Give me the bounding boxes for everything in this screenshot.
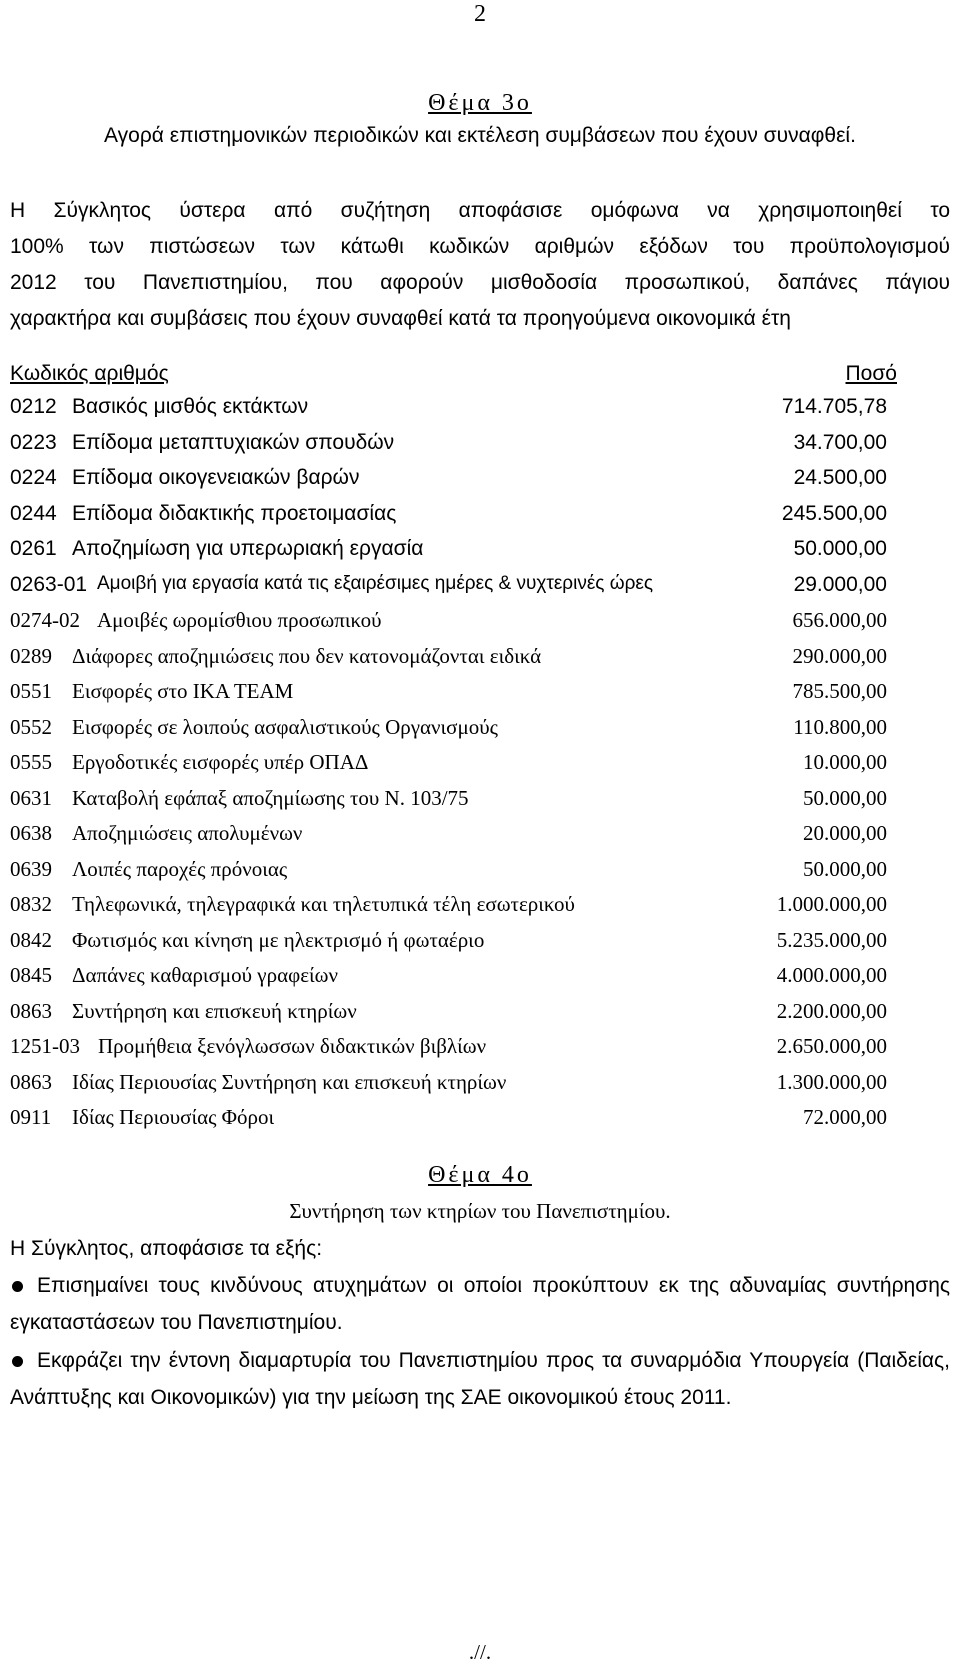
row-amount: 24.500,00 xyxy=(793,466,887,489)
row-description: Εργοδοτικές εισφορές υπέρ ΟΠΑΔ xyxy=(72,750,369,774)
amount-column-header: Ποσό xyxy=(845,362,897,385)
intro-line: χαρακτήρα και συμβάσεις που έχουν συναφθεί κατά τα προηγούμενα οικονομικά έτη xyxy=(10,307,791,330)
table-row xyxy=(10,963,950,995)
row-amount: 29.000,00 xyxy=(793,572,887,596)
row-amount: 1.300.000,00 xyxy=(776,1069,887,1094)
table-row xyxy=(10,1034,950,1066)
table-row xyxy=(10,466,950,498)
table-row xyxy=(10,1105,950,1137)
code-column-header: Κωδικός αριθμός xyxy=(10,362,169,385)
row-code: 0263-01 xyxy=(10,572,88,596)
row-code: 0863 xyxy=(10,998,52,1023)
bullet-item xyxy=(10,1342,950,1416)
theme3-title: Θέμα 3ο xyxy=(428,90,532,116)
row-code: 0845 xyxy=(10,963,52,987)
row-amount: 50.000,00 xyxy=(803,785,887,810)
row-description: Αποζημιώσεις απολυμένων xyxy=(72,821,303,845)
row-amount: 785.500,00 xyxy=(792,679,887,703)
row-code: 0212 xyxy=(10,395,57,418)
page-number: 2 xyxy=(474,1,486,27)
row-amount: 2.200.000,00 xyxy=(776,998,887,1023)
theme4-intro: Η Σύγκλητος, αποφάσισε τα εξής: xyxy=(10,1237,323,1260)
row-description: Καταβολή εφάπαξ αποζημίωσης του Ν. 103/75 xyxy=(72,785,469,810)
end-mark: .//. xyxy=(468,1640,492,1664)
row-description: Φωτισμός και κίνηση με ηλεκτρισμό ή φωταέριο xyxy=(72,927,485,952)
theme4-title: Θέμα 4ο xyxy=(428,1162,532,1188)
row-code: 0911 xyxy=(10,1105,52,1129)
row-amount: 2.650.000,00 xyxy=(776,1034,887,1058)
row-description: Προμήθεια ξενόγλωσσων διδακτικών βιβλίων xyxy=(98,1034,487,1058)
table-row xyxy=(10,715,950,747)
intro-line: Η Σύγκλητος ύστερα από συζήτηση αποφάσισε ομόφωνα να χρησιμοποιηθεί το xyxy=(10,199,950,222)
row-description: Αμοιβές ωρομίσθιου προσωπικού xyxy=(97,608,382,632)
row-description: Διάφορες αποζημιώσεις που δεν κατονομάζονται ειδικά xyxy=(72,643,542,668)
row-description: Λοιπές παροχές πρόνοιας xyxy=(72,856,288,881)
table-row xyxy=(10,1070,950,1102)
row-description: Εισφορές στο ΙΚΑ ΤΕΑΜ xyxy=(72,679,294,703)
table-row xyxy=(10,395,950,427)
row-amount: 4.000.000,00 xyxy=(776,963,887,987)
row-code: 0638 xyxy=(10,821,52,845)
row-description: Επίδομα οικογενειακών βαρών xyxy=(72,466,360,489)
row-code: 1251-03 xyxy=(10,1034,80,1058)
row-code: 0551 xyxy=(10,679,52,703)
intro-line: 2012 του Πανεπιστημίου, που αφορούν μισθοδοσία προσωπικού, δαπάνες πάγιου xyxy=(10,271,950,294)
row-amount: 714.705,78 xyxy=(781,395,887,418)
table-row xyxy=(10,928,950,960)
row-code: 0244 xyxy=(10,501,57,525)
table-row xyxy=(10,537,950,569)
row-code: 0289 xyxy=(10,643,52,668)
row-code: 0639 xyxy=(10,856,52,881)
row-amount: 10.000,00 xyxy=(803,750,887,774)
row-amount: 20.000,00 xyxy=(803,821,887,845)
row-description: Δαπάνες καθαρισμού γραφείων xyxy=(72,963,338,987)
row-description: Επίδομα διδακτικής προετοιμασίας xyxy=(72,501,397,525)
row-code: 0261 xyxy=(10,537,57,560)
row-amount: 50.000,00 xyxy=(793,537,887,560)
row-amount: 72.000,00 xyxy=(803,1105,887,1129)
row-code: 0552 xyxy=(10,714,52,739)
row-amount: 5.235.000,00 xyxy=(776,927,887,952)
theme4-subtitle: Συντήρηση των κτηρίων του Πανεπιστημίου. xyxy=(289,1199,671,1223)
bullet-item xyxy=(10,1267,950,1341)
row-description: Τηλεφωνικά, τηλεγραφικά και τηλετυπικά τέλη εσωτερικού xyxy=(72,892,575,916)
row-description: Βασικός μισθός εκτάκτων xyxy=(72,395,309,418)
bullet-icon xyxy=(12,1281,23,1292)
row-amount: 50.000,00 xyxy=(803,856,887,881)
row-code: 0274-02 xyxy=(10,608,80,632)
row-code: 0223 xyxy=(10,430,57,454)
table-row xyxy=(10,431,950,463)
row-amount: 245.500,00 xyxy=(781,501,887,525)
row-description: Συντήρηση και επισκευή κτηρίων xyxy=(72,998,357,1023)
row-description: Αμοιβή για εργασία κατά τις εξαιρέσιμες ημέρες & νυχτερινές ώρες xyxy=(97,572,654,594)
table-row xyxy=(10,786,950,818)
table-row xyxy=(10,608,950,640)
theme3-intro xyxy=(10,193,950,337)
table-row xyxy=(10,821,950,853)
bullet-text: Επισημαίνει τους κινδύνους ατυχημάτων οι οποίοι προκύπτουν εκ της αδυναμίας συντήρησης εγκαταστάσεων του Πανεπιστημίου. xyxy=(10,1274,950,1334)
theme3-subtitle: Αγορά επιστημονικών περιοδικών και εκτέλεση συμβάσεων που έχουν συναφθεί. xyxy=(104,124,856,147)
row-amount: 656.000,00 xyxy=(792,608,887,632)
table-row xyxy=(10,857,950,889)
row-code: 0224 xyxy=(10,466,57,489)
table-row xyxy=(10,573,950,605)
row-description: Εισφορές σε λοιπούς ασφαλιστικούς Οργανισμούς xyxy=(72,714,498,739)
row-description: Επίδομα μεταπτυχιακών σπουδών xyxy=(72,430,395,454)
bullet-icon xyxy=(12,1356,23,1367)
row-code: 0863 xyxy=(10,1069,52,1094)
row-amount: 110.800,00 xyxy=(793,714,887,739)
row-description: Ιδίας Περιουσίας Φόροι xyxy=(72,1105,275,1129)
row-description: Ιδίας Περιουσίας Συντήρηση και επισκευή κτηρίων xyxy=(72,1069,507,1094)
row-amount: 34.700,00 xyxy=(793,430,887,454)
table-row xyxy=(10,679,950,711)
row-amount: 1.000.000,00 xyxy=(776,892,887,916)
table-row xyxy=(10,644,950,676)
row-code: 0631 xyxy=(10,785,52,810)
row-description: Αποζημίωση για υπερωριακή εργασία xyxy=(72,537,424,560)
row-code: 0832 xyxy=(10,892,52,916)
intro-line: 100% των πιστώσεων των κάτωθι κωδικών αριθμών εξόδων του προϋπολογισμού xyxy=(10,235,950,258)
table-row xyxy=(10,502,950,534)
row-amount: 290.000,00 xyxy=(792,643,887,668)
bullet-text: Εκφράζει την έντονη διαμαρτυρία του Πανεπιστημίου προς τα συναρμόδια Υπουργεία (Παιδείας, Ανάπτυξης και Οικονομικών) για την μείωση της ΣΑΕ οικονομικού έτους 2011. xyxy=(10,1349,950,1409)
table-row xyxy=(10,999,950,1031)
table-row xyxy=(10,892,950,924)
row-code: 0555 xyxy=(10,750,52,774)
table-row xyxy=(10,750,950,782)
row-code: 0842 xyxy=(10,927,52,952)
